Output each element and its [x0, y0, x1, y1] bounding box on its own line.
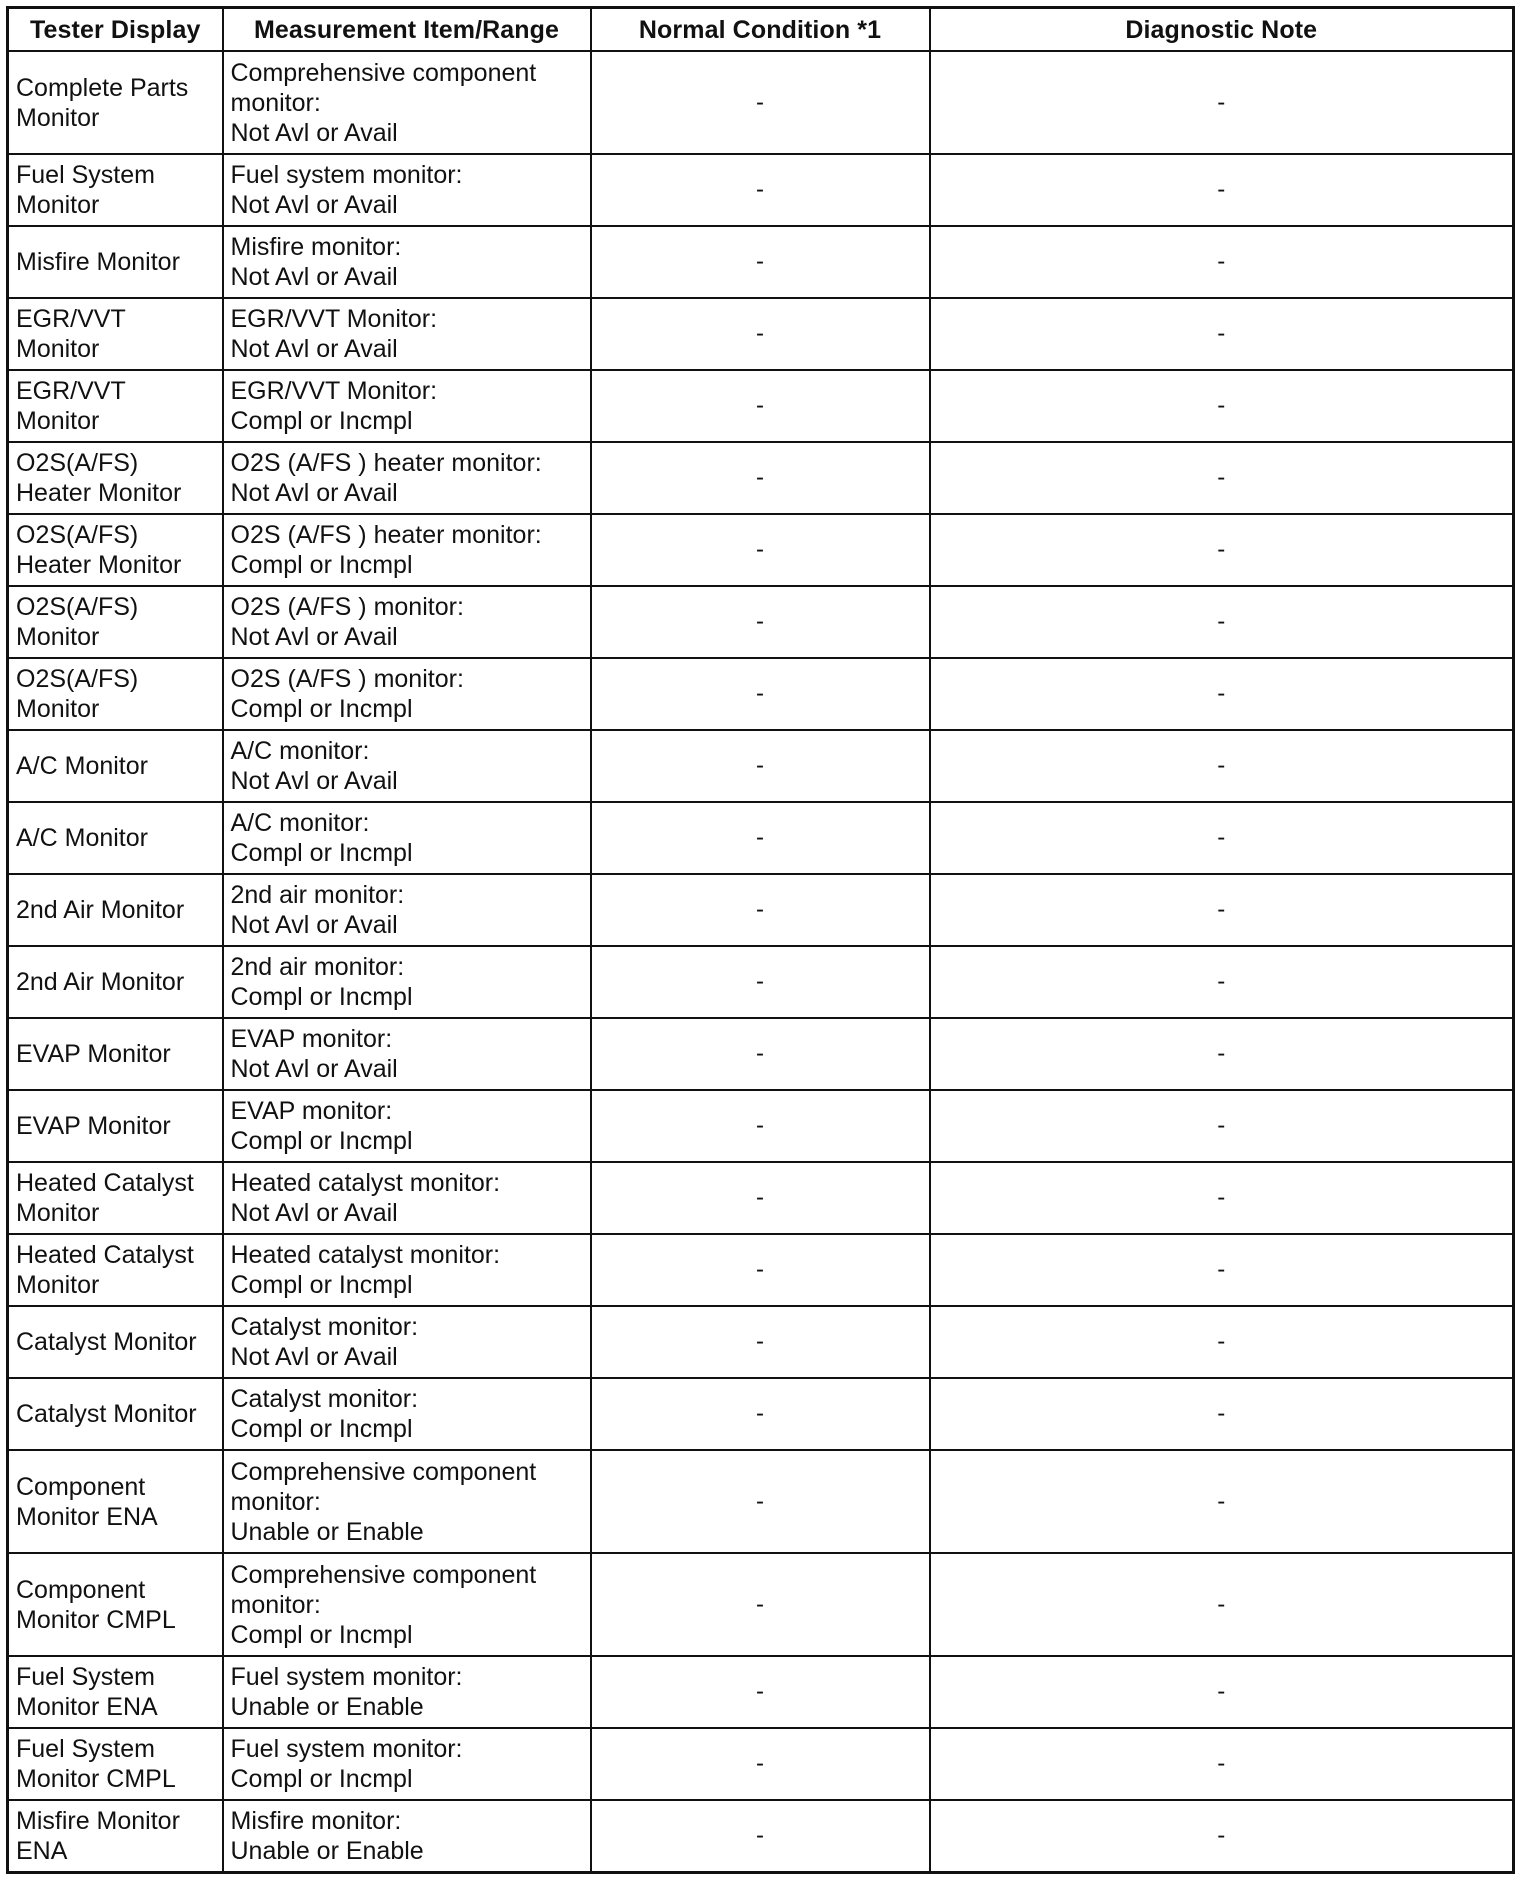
diagnostic-note-cell: -	[930, 874, 1514, 946]
header-tester-display: Tester Display	[8, 8, 223, 52]
diagnostic-note-cell: -	[930, 1234, 1514, 1306]
normal-condition-cell: -	[591, 514, 930, 586]
normal-condition-cell: -	[591, 874, 930, 946]
document-sheet	[6, 6, 1512, 1874]
normal-condition-cell: -	[591, 154, 930, 226]
diagnostic-note-cell: -	[930, 226, 1514, 298]
tester-display-cell: EGR/VVT Monitor	[8, 298, 223, 370]
diagnostic-note-cell: -	[930, 802, 1514, 874]
measurement-item-cell: A/C monitor: Compl or Incmpl	[223, 802, 591, 874]
normal-condition-cell: -	[591, 1378, 930, 1450]
measurement-item-cell: EGR/VVT Monitor: Compl or Incmpl	[223, 370, 591, 442]
tester-display-cell: EVAP Monitor	[8, 1090, 223, 1162]
measurement-item-cell: O2S (A/FS ) monitor: Not Avl or Avail	[223, 586, 591, 658]
measurement-item-cell: O2S (A/FS ) heater monitor: Not Avl or Avail	[223, 442, 591, 514]
measurement-item-cell: Misfire monitor: Not Avl or Avail	[223, 226, 591, 298]
measurement-item-cell: O2S (A/FS ) monitor: Compl or Incmpl	[223, 658, 591, 730]
normal-condition-cell: -	[591, 51, 930, 154]
tester-display-cell: Component Monitor CMPL	[8, 1553, 223, 1656]
normal-condition-cell: -	[591, 442, 930, 514]
measurement-item-cell: Catalyst monitor: Compl or Incmpl	[223, 1378, 591, 1450]
tester-display-cell: O2S(A/FS) Heater Monitor	[8, 514, 223, 586]
header-measurement-item: Measurement Item/Range	[223, 8, 591, 52]
tester-display-cell: Heated Catalyst Monitor	[8, 1234, 223, 1306]
tester-display-cell: EGR/VVT Monitor	[8, 370, 223, 442]
diagnostic-note-cell: -	[930, 658, 1514, 730]
monitor-status-table	[6, 6, 1515, 1874]
header-row	[8, 8, 1514, 52]
tester-display-cell: Misfire Monitor ENA	[8, 1800, 223, 1873]
measurement-item-cell: O2S (A/FS ) heater monitor: Compl or Incmpl	[223, 514, 591, 586]
normal-condition-cell: -	[591, 1018, 930, 1090]
measurement-item-cell: Comprehensive component monitor: Unable or Enable	[223, 1450, 591, 1553]
table-row	[8, 298, 1514, 370]
diagnostic-note-cell: -	[930, 1450, 1514, 1553]
normal-condition-cell: -	[591, 298, 930, 370]
diagnostic-note-cell: -	[930, 442, 1514, 514]
diagnostic-note-cell: -	[930, 1728, 1514, 1800]
measurement-item-cell: EGR/VVT Monitor: Not Avl or Avail	[223, 298, 591, 370]
diagnostic-note-cell: -	[930, 1553, 1514, 1656]
tester-display-cell: O2S(A/FS) Heater Monitor	[8, 442, 223, 514]
table-row	[8, 1378, 1514, 1450]
tester-display-cell: O2S(A/FS) Monitor	[8, 586, 223, 658]
measurement-item-cell: Fuel system monitor: Not Avl or Avail	[223, 154, 591, 226]
diagnostic-note-cell: -	[930, 946, 1514, 1018]
normal-condition-cell: -	[591, 658, 930, 730]
normal-condition-cell: -	[591, 1450, 930, 1553]
measurement-item-cell: A/C monitor: Not Avl or Avail	[223, 730, 591, 802]
table-row	[8, 1800, 1514, 1873]
diagnostic-note-cell: -	[930, 298, 1514, 370]
tester-display-cell: Misfire Monitor	[8, 226, 223, 298]
tester-display-cell: A/C Monitor	[8, 802, 223, 874]
tester-display-cell: Fuel System Monitor CMPL	[8, 1728, 223, 1800]
table-row	[8, 370, 1514, 442]
table-row	[8, 51, 1514, 154]
table-row	[8, 1234, 1514, 1306]
tester-display-cell: Complete Parts Monitor	[8, 51, 223, 154]
table-row	[8, 442, 1514, 514]
tester-display-cell: 2nd Air Monitor	[8, 874, 223, 946]
normal-condition-cell: -	[591, 730, 930, 802]
tester-display-cell: Fuel System Monitor ENA	[8, 1656, 223, 1728]
tester-display-cell: 2nd Air Monitor	[8, 946, 223, 1018]
tester-display-cell: Catalyst Monitor	[8, 1378, 223, 1450]
tester-display-cell: A/C Monitor	[8, 730, 223, 802]
table-row	[8, 802, 1514, 874]
diagnostic-note-cell: -	[930, 51, 1514, 154]
measurement-item-cell: Comprehensive component monitor: Not Avl or Avail	[223, 51, 591, 154]
normal-condition-cell: -	[591, 370, 930, 442]
table-row	[8, 1090, 1514, 1162]
tester-display-cell: Heated Catalyst Monitor	[8, 1162, 223, 1234]
diagnostic-note-cell: -	[930, 1378, 1514, 1450]
table-row	[8, 658, 1514, 730]
measurement-item-cell: Misfire monitor: Unable or Enable	[223, 1800, 591, 1873]
table-header	[8, 8, 1514, 52]
normal-condition-cell: -	[591, 1728, 930, 1800]
table-body	[8, 51, 1514, 1873]
measurement-item-cell: Comprehensive component monitor: Compl or Incmpl	[223, 1553, 591, 1656]
table-row	[8, 730, 1514, 802]
table-row	[8, 1018, 1514, 1090]
header-diagnostic-note: Diagnostic Note	[930, 8, 1514, 52]
table-row	[8, 1656, 1514, 1728]
tester-display-cell: O2S(A/FS) Monitor	[8, 658, 223, 730]
normal-condition-cell: -	[591, 1090, 930, 1162]
tester-display-cell: Fuel System Monitor	[8, 154, 223, 226]
measurement-item-cell: Heated catalyst monitor: Not Avl or Avail	[223, 1162, 591, 1234]
diagnostic-note-cell: -	[930, 1800, 1514, 1873]
measurement-item-cell: 2nd air monitor: Compl or Incmpl	[223, 946, 591, 1018]
measurement-item-cell: Catalyst monitor: Not Avl or Avail	[223, 1306, 591, 1378]
tester-display-cell: Component Monitor ENA	[8, 1450, 223, 1553]
normal-condition-cell: -	[591, 1234, 930, 1306]
diagnostic-note-cell: -	[930, 1018, 1514, 1090]
table-row	[8, 946, 1514, 1018]
table-row	[8, 226, 1514, 298]
table-row	[8, 586, 1514, 658]
table-row	[8, 874, 1514, 946]
normal-condition-cell: -	[591, 1553, 930, 1656]
table-row	[8, 514, 1514, 586]
tester-display-cell: Catalyst Monitor	[8, 1306, 223, 1378]
diagnostic-note-cell: -	[930, 1090, 1514, 1162]
diagnostic-note-cell: -	[930, 514, 1514, 586]
normal-condition-cell: -	[591, 1800, 930, 1873]
normal-condition-cell: -	[591, 802, 930, 874]
diagnostic-note-cell: -	[930, 370, 1514, 442]
diagnostic-note-cell: -	[930, 730, 1514, 802]
normal-condition-cell: -	[591, 1656, 930, 1728]
header-normal-condition: Normal Condition *1	[591, 8, 930, 52]
diagnostic-note-cell: -	[930, 1656, 1514, 1728]
table-row	[8, 1553, 1514, 1656]
table-row	[8, 1306, 1514, 1378]
normal-condition-cell: -	[591, 1162, 930, 1234]
measurement-item-cell: Fuel system monitor: Compl or Incmpl	[223, 1728, 591, 1800]
diagnostic-note-cell: -	[930, 154, 1514, 226]
table-row	[8, 154, 1514, 226]
measurement-item-cell: Heated catalyst monitor: Compl or Incmpl	[223, 1234, 591, 1306]
measurement-item-cell: Fuel system monitor: Unable or Enable	[223, 1656, 591, 1728]
diagnostic-note-cell: -	[930, 1162, 1514, 1234]
tester-display-cell: EVAP Monitor	[8, 1018, 223, 1090]
table-row	[8, 1728, 1514, 1800]
measurement-item-cell: EVAP monitor: Compl or Incmpl	[223, 1090, 591, 1162]
table-row	[8, 1162, 1514, 1234]
table-row	[8, 1450, 1514, 1553]
normal-condition-cell: -	[591, 946, 930, 1018]
normal-condition-cell: -	[591, 226, 930, 298]
diagnostic-note-cell: -	[930, 1306, 1514, 1378]
measurement-item-cell: EVAP monitor: Not Avl or Avail	[223, 1018, 591, 1090]
normal-condition-cell: -	[591, 1306, 930, 1378]
diagnostic-note-cell: -	[930, 586, 1514, 658]
normal-condition-cell: -	[591, 586, 930, 658]
measurement-item-cell: 2nd air monitor: Not Avl or Avail	[223, 874, 591, 946]
